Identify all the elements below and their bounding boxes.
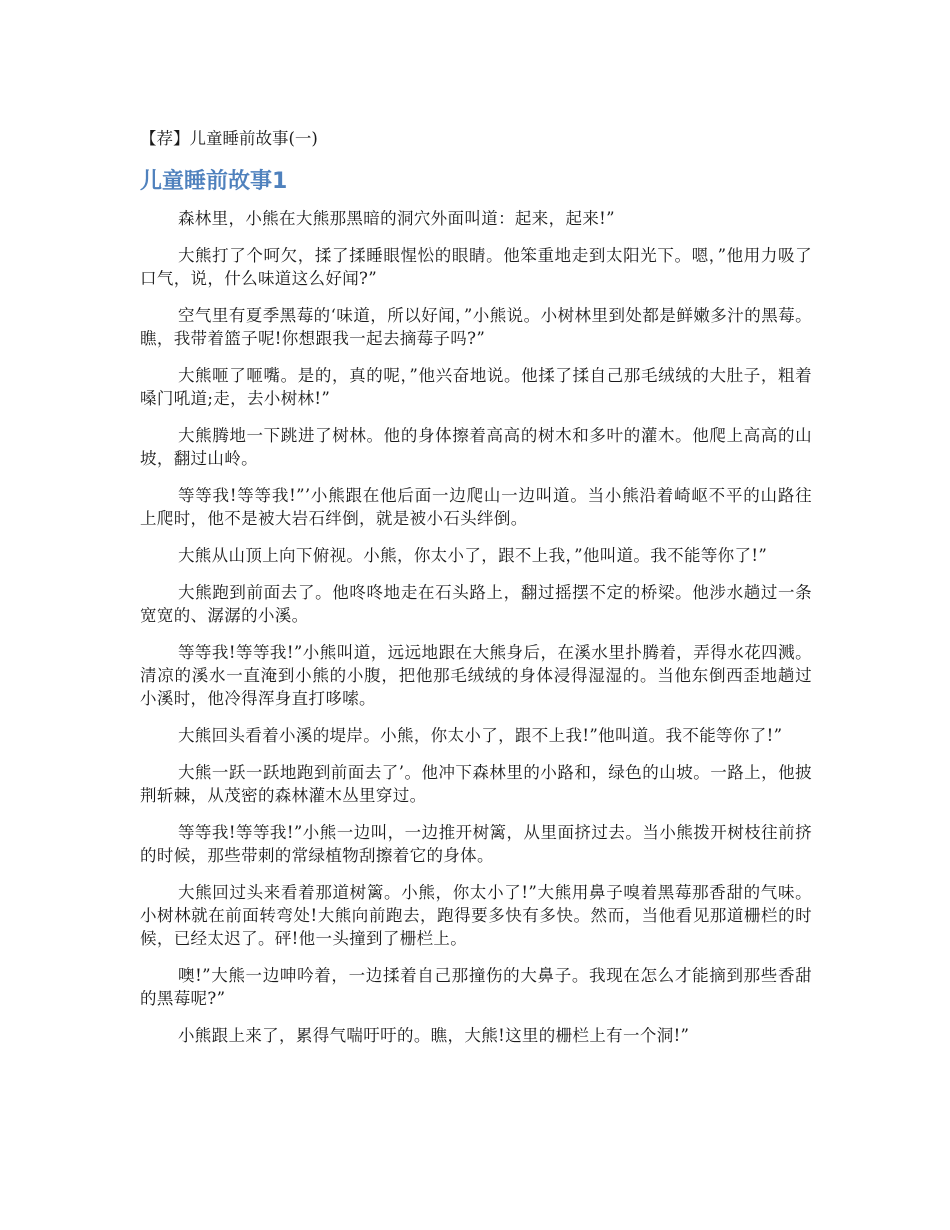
paragraph: 大熊咂了咂嘴。是的，真的呢，”他兴奋地说。他揉了揉自己那毛绒绒的大肚子，粗着嗓门吼道;走，去小树林!” [140, 366, 812, 408]
paragraph: 等等我!等等我!”小熊叫道，远远地跟在大熊身后，在溪水里扑腾着，弄得水花四溅。清凉的溪水一直淹到小熊的小腹，把他那毛绒绒的身体浸得湿湿的。当他东倒西歪地趟过小溪时，他冷得浑身直打哆嗦。 [140, 643, 812, 708]
paragraph: 空气里有夏季黑莓的‘味道，所以好闻，”小熊说。小树林里到处都是鲜嫩多汁的黑莓。瞧，我带着篮子呢!你想跟我一起去摘莓子吗?” [140, 306, 812, 348]
paragraph: 等等我!等等我!”小熊一边叫，一边推开树篱，从里面挤过去。当小熊拨开树枝往前挤的时候，那些带刺的常绿植物刮擦着它的身体。 [140, 823, 812, 865]
paragraph: 大熊一跃一跃地跑到前面去了’。他冲下森林里的小路和，绿色的山坡。一路上，他披荆斩棘，从茂密的森林灌木丛里穿过。 [140, 763, 812, 805]
paragraph: 大熊从山顶上向下俯视。小熊，你太小了，跟不上我，”他叫道。我不能等你了!” [177, 546, 768, 565]
paragraph: 大熊回头看着小溪的堤岸。小熊，你太小了，跟不上我!”他叫道。我不能等你了!” [177, 726, 783, 745]
paragraph: 噢!”大熊一边呻吟着，一边揉着自己那撞伤的大鼻子。我现在怎么才能摘到那些香甜的黑莓呢?” [140, 966, 812, 1008]
paragraph: 等等我!等等我!”’小熊跟在他后面一边爬山一边叫道。当小熊沿着崎岖不平的山路往上爬时，他不是被大岩石绊倒，就是被小石头绊倒。 [140, 486, 812, 528]
paragraph: 大熊腾地一下跳进了树林。他的身体擦着高高的树木和多叶的灌木。他爬上高高的山坡，翻过山岭。 [140, 426, 812, 468]
story-body [140, 207, 812, 1061]
paragraph: 小熊跟上来了，累得气喘吁吁的。瞧，大熊!这里的栅栏上有一个洞!” [177, 1026, 690, 1045]
paragraph: 大熊打了个呵欠，揉了揉睡眼惺忪的眼睛。他笨重地走到太阳光下。嗯，”他用力吸了口气，说，什么味道这么好闻?” [140, 246, 812, 288]
paragraph: 森林里，小熊在大熊那黑暗的洞穴外面叫道：起来，起来!” [177, 209, 615, 228]
story-title: 儿童睡前故事1 [140, 169, 288, 194]
document-heading: 【荐】儿童睡前故事(一) [140, 129, 318, 148]
paragraph: 大熊回过头来看着那道树篱。小熊，你太小了!”大熊用鼻子嗅着黑莓那香甜的气味。小树林就在前面转弯处!大熊向前跑去，跑得要多快有多快。然而，当他看见那道栅栏的时候，已经太迟了。砰!他一头撞到了栅栏上。 [140, 883, 812, 948]
paragraph: 大熊跑到前面去了。他咚咚地走在石头路上，翻过摇摆不定的桥梁。他涉水趟过一条宽宽的、潺潺的小溪。 [140, 583, 812, 625]
